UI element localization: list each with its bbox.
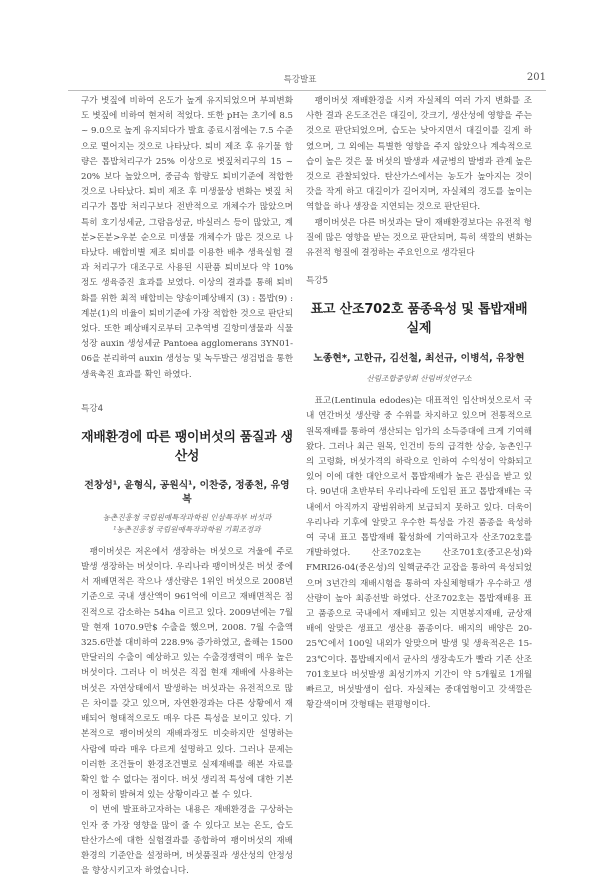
left-column xyxy=(81,94,293,879)
right-column xyxy=(306,94,532,714)
paragraph-4-4: 팽이버섯은 다른 버섯과는 달이 재배환경보다는 유전적 형질에 많은 영향을 받는 것으로 판단되며, 특히 색깔의 변화는 유전적 형질에 결정하는 주요인으로 생각된다 xyxy=(306,217,532,259)
section-tag-4: 특강4 xyxy=(81,403,104,414)
paragraph-4-3: 팽이버섯 재배환경을 시켜 자실체의 여러 가지 변화를 조사한 결과 온도조건은 대길이, 갓크기, 생산성에 영향을 주는 것으로 판단되었으며, 습도는 낮아지면서 대길이를 길게 하였으며, 그 외에는 특별한 영향을 주지 않았으나 계속적으로 습이 높은 것은 물 버섯의 발생과 세균병의 발병과 관계 높은 것으로 관찰되었다. 탄산가스에서는 농도가 높아지는 것이 갓을 작게 하고 대길이가 길어지며, 자실체의 경도를 높이는 역할을 하나 생장을 지연되는 것으로 판단된다. xyxy=(306,96,532,213)
page-header xyxy=(0,70,600,88)
running-title: 특강발표 xyxy=(283,75,317,85)
affiliation-4a: 농촌진흥청 국립원예특작과학원 인삼특작부 버섯과 xyxy=(102,512,272,522)
continued-paragraph: 구가 볏짚에 비하여 온도가 높게 유지되었으며 부피변화도 볏짚에 비하여 현저히 적었다. 또한 pH는 초기에 8.5 ~ 9.0으로 높게 유지되다가 발효 종료시점에는 7.5 수준으로 떨어지는 것으로 나타났다. 퇴비 제조 후 유기물 함량은 톱밥처리구가 25% 이상으로 볏짚처리구의 15 ~ 20% 보다 높았으며, 중금속 함량도 퇴비기준에 적합한 것으로 나타났다. 퇴비 제조 후 미생물상 변화는 볏짚 처리구가 톱밥 처리구보다 전반적으로 개체수가 많았으며 특히 호기성세균, 그람음성균, 바실러스 등이 많았고, 계분>돈분>우분 순으로 미생물 개체수가 많은 것으로 나타났다. 배합비별 제조 퇴비를 이용한 배추 생육실험 결과 처리구가 대조구로 사용된 시판품 퇴비보다 약 10% 정도 생육증진 효과를 보였다. 이상의 결과를 통해 퇴비화를 위한 최적 배합비는 양송이폐상배지 (3) : 톱밥(9) : 계분(1)의 비율이 퇴비기준에 가장 적합한 것으로 판단되었다. 또한 폐상배지로부터 고추역병 길항미생물과 식물성장 auxin 생성세균 Pantoea agglomerans 3YN01-06을 분리하여 auxin 생성능 및 녹두발근 생검법을 통한 생육촉진 효과를 확인 하였다. xyxy=(81,96,293,380)
paragraph-4-2: 이 번에 발표하고자하는 내용은 재배환경을 구상하는 인자 중 가장 영향을 많이 줄 수 있다고 보는 온도, 습도 탄산가스에 대한 실험결과를 종합하여 팽이버섯의 재배환경의 기준안을 설정하며, 버섯품질과 생산성의 안정성을 향상시키고자 하였습니다. xyxy=(81,805,293,877)
article-title-4: 재배환경에 따른 팽이버섯의 품질과 생산성 xyxy=(81,429,293,464)
section-tag-5: 특강5 xyxy=(306,276,329,287)
affiliation-5: 산림조합중앙회 산림버섯연구소 xyxy=(366,374,472,384)
page-number: 201 xyxy=(526,72,546,83)
article-title-5: 표고 산조702호 품종육성 및 톱밥재배 실제 xyxy=(310,302,528,337)
paragraph-4-1: 팽이버섯은 저온에서 생장하는 버섯으로 겨울에 주로 발생 생장하는 버섯이다. 우리나라 팽이버섯은 버섯 중에서 재배면적은 작으나 생산량은 1위인 버섯으로 2008년 기준으로 국내 생산액이 961억에 이르고 재배면적은 점진적으로 감소하는 54ha 이르고 있다. 2009년에는 7월말 현재 1070.9만$ 수출을 했으며, 2008. 7월 수출액 325.6만불 대비하여 228.9% 증가하였고, 올해는 1500만달러의 수출이 예상하고 있는 수출경쟁력이 매우 높은 버섯이다. 그러나 이 버섯은 직접 현재 재배에 사용하는 버섯은 자연상태에서 발생하는 버섯과는 유전적으로 많은 차이를 갖고 있으며, 자연환경과는 다른 상황에서 재배되어 형태적으로도 매우 다른 특성을 보이고 있다. 기본적으로 팽이버섯의 재배과정도 비슷하지만 설명하는 사람에 따라 매우 다르게 설명하고 있다. 그러나 문제는 이러한 조건들이 환경조건별로 실제재배를 해본 자료를 확인 할 수 없다는 점이다. 버섯 생리적 특성에 대한 기본이 정확히 밝혀져 있는 상황이라고 볼 수 있다. xyxy=(81,546,293,801)
paragraph-5-1: 표고(Lentinula edodes)는 대표적인 임산버섯으로서 국내 연간버섯 생산량 중 수위를 차지하고 있으며 전통적으로 원목재배를 통하여 생산되는 임가의 소득증대에 크게 기여해 왔다. 그러나 최근 원목, 인건비 등의 급격한 상승, 농촌인구의 고령화, 버섯가격의 하락으로 인하여 수익성이 악화되고 있어 이에 대한 대안으로서 톱밥재배가 높은 관심을 받고 있다. 90년대 초반부터 우리나라에 도입된 표고 톱밥재배는 국내에서 아직까지 광범위하게 보급되지 못하고 있다. 더욱이 우리나라 기후에 알맞고 우수한 특성을 가진 품종을 육성하여 국내 표고 톱밥재배 활성화에 기여하고자 산조702호를 개발하였다. 산조702호는 산조701호(중고온성)와 FMRI26-04(중온성)의 일핵균주간 교잡을 통하여 육성되었으며 3년간의 재배시험을 통하여 자실체형태가 우수하고 생산량이 높아 최종선발 하였다. 산조702호는 톱밥재배용 표고 품종으로 국내에서 재배되고 있는 지면봉지재배, 균상재배에 알맞은 생표고 생산용 품종이다. 배지의 배양은 20-25℃에서 100일 내외가 알맞으며 발생 및 생육적온은 15-23℃이다. 톱밥배지에서 균사의 생장속도가 빨라 기존 산조701호보다 버섯발생 최성기까지 기간이 약 5개월로 1개월 빠르고, 버섯발생이 쉽다. 자실체는 중대엽형이고 갓색깔은 황갈색이며 갓형태는 편평형이다. xyxy=(306,396,532,711)
affiliation-4b: ¹농촌진흥청 국립원예특작과학원 기획조정과 xyxy=(113,524,261,534)
authors-4: 전창성¹, 윤형식, 공원식¹, 이찬중, 정종천, 유영복 xyxy=(84,479,290,505)
authors-5: 노종현*, 고한규, 김선철, 최선규, 이병석, 유창현 xyxy=(313,353,525,365)
header-rule xyxy=(68,90,546,91)
